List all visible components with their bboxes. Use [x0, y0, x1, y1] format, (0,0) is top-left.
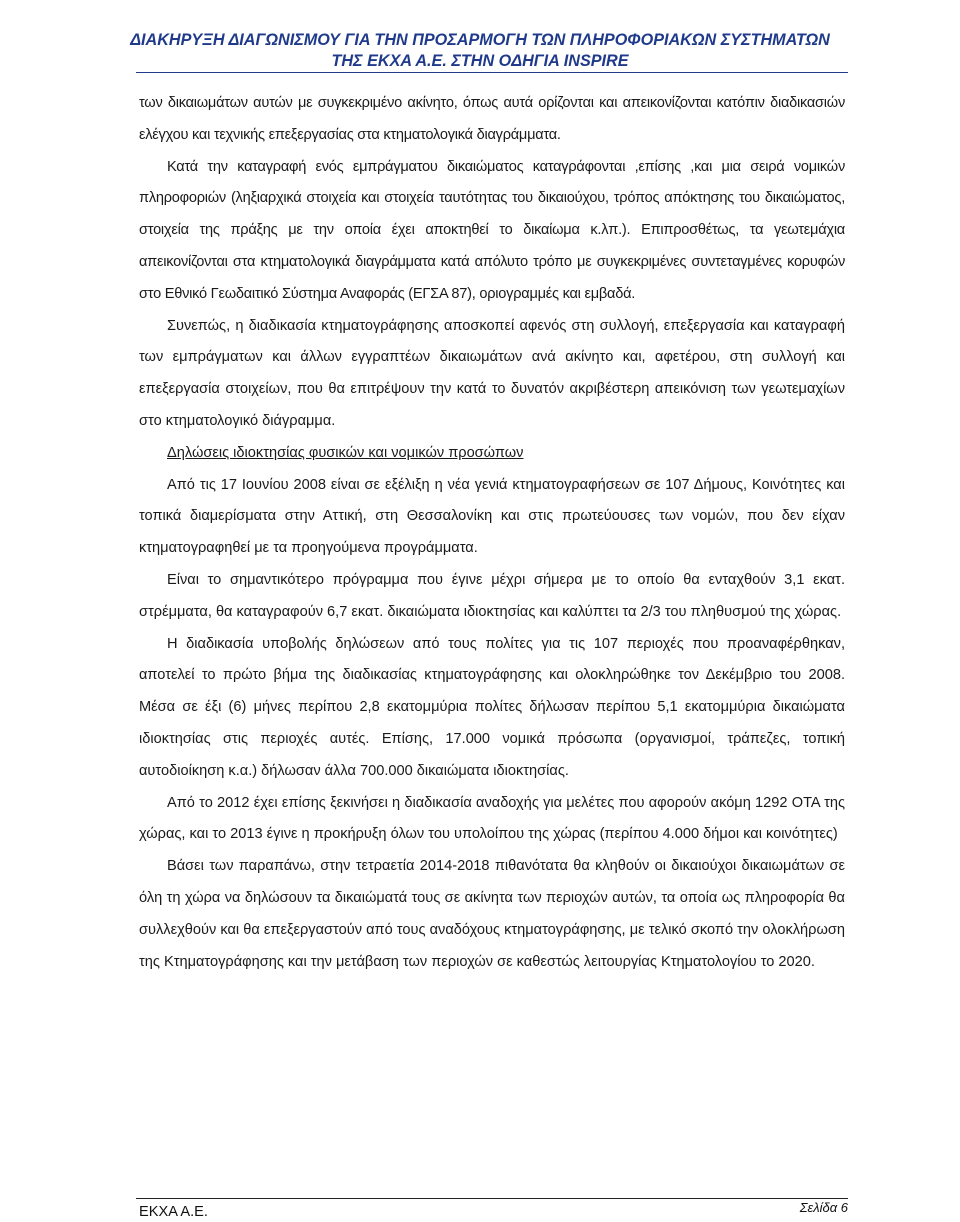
page-header: [0, 30, 960, 72]
document-body: [139, 88, 845, 978]
paragraph-2014-2018: Βάσει των παραπάνω, στην τετραετία 2014-2018 πιθανότατα θα κληθούν οι δικαιούχοι δικαιωμάτων σε όλη τη χώρα να δηλώσουν τα δικαιώματά τους σε ακίνητα των περιοχών αυτών, τα οποία ως πληροφορία θα συλλεχθούν και θα επεξεργαστούν από τους αναδόχους κτηματογράφησης, με τελικό σκοπό την ολοκλήρωση της Κτηματογράφησης και την μετάβαση των περιοχών σε καθεστώς λειτουργίας Κτηματολογίου το 2020.: [139, 858, 845, 970]
header-title-line1: ΔΙΑΚΗΡΥΞΗ ΔΙΑΓΩΝΙΣΜΟΥ ΓΙΑ ΤΗΝ ΠΡΟΣΑΡΜΟΓΗ ΤΩΝ ΠΛΗΡΟΦΟΡΙΑΚΩΝ ΣΥΣΤΗΜΑΤΩΝ: [130, 31, 830, 49]
paragraph-program-scope: Είναι το σημαντικότερο πρόγραμμα που έγινε μέχρι σήμερα με το οποίο θα ενταχθούν 3,1 εκατ. στρέμματα, θα καταγραφούν 6,7 εκατ. δικαιώματα ιδιοκτησίας και καλύπτει τα 2/3 του πληθυσμού της χώρας.: [139, 571, 845, 620]
footer-organization: ΕΚΧΑ Α.Ε.: [139, 1204, 208, 1220]
paragraph-continuation: των δικαιωμάτων αυτών με συγκεκριμένο ακίνητο, όπως αυτά ορίζονται και απεικονίζονται κατόπιν διαδικασιών ελέγχου και τεχνικής επεξεργασίας στα κτηματολογικά διαγράμματα.: [139, 95, 845, 143]
header-divider: [136, 72, 848, 73]
header-title-line2: ΤΗΣ ΕΚΧΑ Α.Ε. ΣΤΗΝ ΟΔΗΓΙΑ INSPIRE: [331, 52, 629, 70]
footer-divider: [136, 1198, 848, 1199]
paragraph-new-generation: Από τις 17 Ιουνίου 2008 είναι σε εξέλιξη η νέα γενιά κτηματογραφήσεων σε 107 Δήμους, Κοινότητες και τοπικά διαμερίσματα στην Αττική, στη Θεσσαλονίκη και στις πρωτεύουσες των νομών, που δεν είχαν κτηματογραφηθεί με τα προηγούμενα προγράμματα.: [139, 476, 845, 557]
paragraph-declarations: Η διαδικασία υποβολής δηλώσεων από τους πολίτες για τις 107 περιοχές που προαναφέρθηκαν, αποτελεί το πρώτο βήμα της διαδικασίας κτηματογράφησης και ολοκληρώθηκε τον Δεκέμβριο του 2008. Μέσα σε έξι (6) μήνες περίπου 2,8 εκατομμύρια πολίτες δήλωσαν περίπου 5,1 εκατομμύρια δικαιώματα ιδιοκτησίας στις περιοχές αυτές. Επίσης, 17.000 νομικά πρόσωπα (οργανισμοί, τράπεζες, τοπική αυτοδιοίκηση κ.α.) δήλωσαν άλλα 700.000 δικαιώματα ιδιοκτησίας.: [139, 635, 845, 779]
page-number: Σελίδα 6: [799, 1200, 848, 1215]
section-heading: Δηλώσεις ιδιοκτησίας φυσικών και νομικών προσώπων: [167, 444, 524, 461]
paragraph-2012-tender: Από το 2012 έχει επίσης ξεκινήσει η διαδικασία αναδοχής για μελέτες που αφορούν ακόμη 1292 ΟΤΑ της χώρας, και το 2013 έγινε η προκήρυξη όλων του υπολοίπου της χώρας (περίπου 4.000 δήμοι και κοινότητες): [139, 794, 845, 843]
paragraph-registration: Κατά την καταγραφή ενός εμπράγματου δικαιώματος καταγράφονται ,επίσης ,και μια σειρά νομικών πληροφοριών (ληξιαρχικά στοιχεία και στοιχεία ταυτότητας του δικαιούχου, τρόπος απόκτησης του δικαιώματος, στοιχεία της πράξης με την οποία έχει αποκτηθεί το δικαίωμα κ.λπ.). Επιπροσθέτως, τα γεωτεμάχια απεικονίζονται στα κτηματολογικά διαγράμματα κατά απόλυτο τρόπο με συγκεκριμένες συντεταγμένες κορυφών στο Εθνικό Γεωδαιτικό Σύστημα Αναφοράς (ΕΓΣΑ 87), οριογραμμές και εμβαδά.: [139, 158, 845, 302]
paragraph-cadastral-process: Συνεπώς, η διαδικασία κτηματογράφησης αποσκοπεί αφενός στη συλλογή, επεξεργασία και καταγραφή των εμπράγματων και άλλων εγγραπτέων δικαιωμάτων ανά ακίνητο και, αφετέρου, στη συλλογή και επεξεργασία στοιχείων, που θα επιτρέψουν την κατά το δυνατόν ακριβέστερη απεικόνιση των γεωτεμαχίων στο κτηματολογικό διάγραμμα.: [139, 317, 845, 429]
